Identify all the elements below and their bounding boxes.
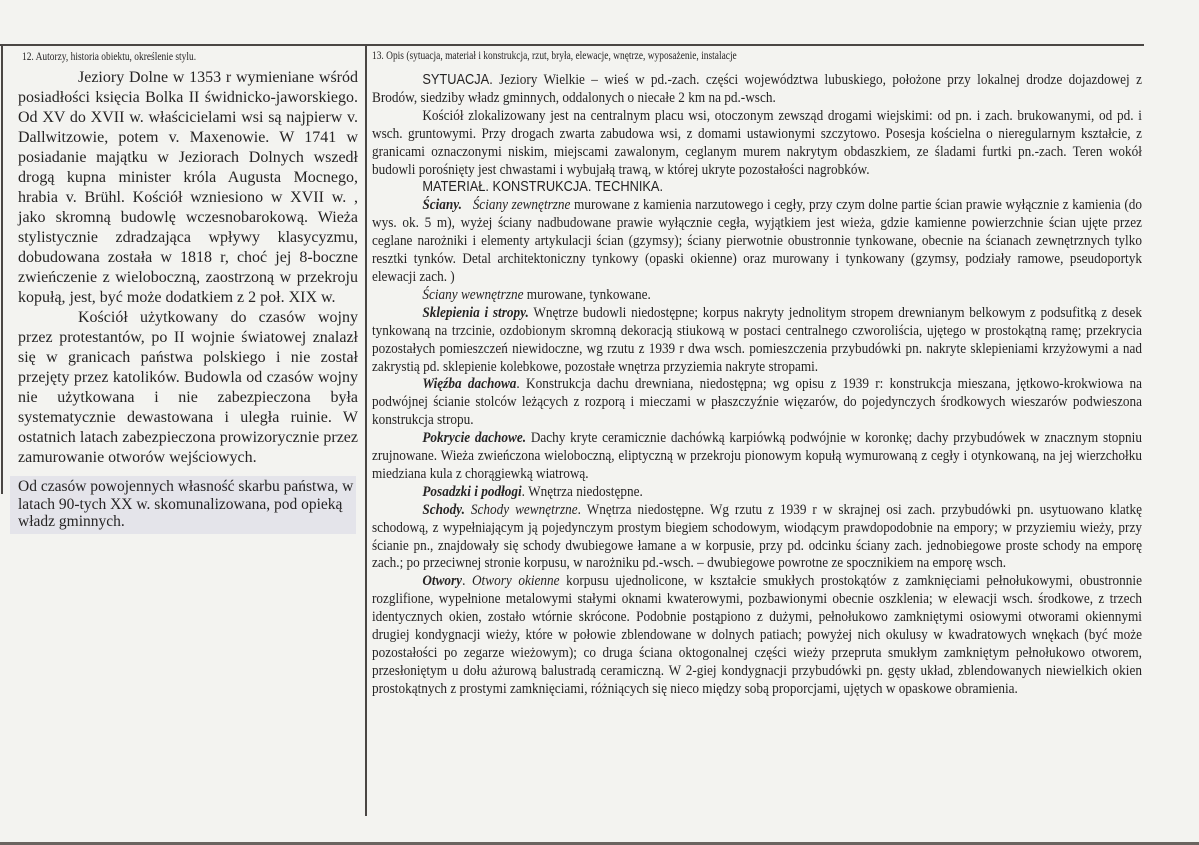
floors-text: . Wnętrza niedostępne.	[521, 483, 643, 500]
section-13-header: 13. Opis (sytuacja, materiał i konstrukcja, rzut, bryła, elewacje, wnętrze, wyposażenie, instalacje	[372, 50, 737, 62]
ownership-note: Od czasów powojennych własność skarbu państwa, w latach 90-tych XX w. skomunalizowana, pod opieką władz gminnych.	[10, 476, 356, 534]
roof-truss-lead: Więźba dachowa	[422, 376, 517, 393]
situation-paragraph	[372, 72, 1142, 108]
description-section	[372, 72, 1142, 699]
roof-truss-text: . Konstrukcja dachu drewniana, niedostępna; wg opisu z 1939 r: konstrukcja mieszana, jętkowo-krokwiowa na podwójnej ścianie stolców leżących z rozporą i mieczami w płaszczyźnie więzarów, do pojedynczych środkowych wieszarów podwieszona konstrukcja stropu.	[372, 376, 1142, 429]
top-divider	[0, 44, 1144, 46]
openings-italic: Otwory okienne	[471, 573, 560, 590]
column-divider	[365, 44, 367, 816]
history-section	[18, 68, 358, 534]
openings-sep: .	[462, 573, 472, 590]
situation-text: Jeziory Wielkie – wieś w pd.-zach. części województwa lubuskiego, położone przy lokalnej drodze dojazdowej z Brodów, siedziby władz gminnych, oddalonych o niecałe 2 km na pd.-wsch.	[372, 72, 1142, 106]
openings-paragraph	[372, 573, 1142, 698]
material-heading: MATERIAŁ. KONSTRUKCJA. TECHNIKA.	[422, 179, 664, 196]
walls-text: murowane z kamienia narzutowego i cegły, przy czym dolne partie ścian prawie wyłącznie z kamienia (do wys. ok. 5 m), wyżej ściany nadbudowane prawie wyłącznie cegła, wyjątkiem jest wieża, gdzie kamienne powierzchnie ścian ujęte przez ceglane narożniki i elementy artykulacji ścian (gzymsy); ściany pierwotnie obustronnie tynkowane, obecnie na ścianach zewnętrznych tylko resztki tynków. Detal architektoniczny tynkowy (opaski okienne) oraz murowany i tynkowany (gzymsy, podziały ramowe, pseudoportyk elewacji zach. )	[372, 197, 1142, 285]
section-12-header: 12. Autorzy, historia obiektu, określenie stylu.	[22, 51, 197, 63]
stairs-text: . Wnętrza niedostępne. Wg rzutu z 1939 r w skrajnej osi zach. przybudówki pn. usytuowano klatkę schodową, z wypełniającym ją pojedynczym prostym biegiem schodowym, wiodącym prawdopodobnie na empory; w przyziemiu wieży, przy ścianie pn., znajdowały się schody dwubiegowe łamane a w korpusie, przy pd. odcinku ściany zach. jednobiegowe proste schody na emporę zach.; po przeciwnej stronie korpusu, w narożniku pd.-wsch. – dwubiegowe powrotne ze spocznikiem na emporę wsch.	[372, 501, 1142, 572]
history-paragraph: Jeziory Dolne w 1353 r wymieniane wśród posiadłości księcia Bolka II świdnicko-jaworskiego. Od XV do XVII w. właścicielami wsi są najpierw v. Dallwitzowie, potem v. Maxenowie. W 1741 w posiadanie majątku w Jeziorach Dolnych wszedł drogą kupna minister króla Augusta Mocnego, hrabia v. Brühl. Kościół wzniesiono w XVII w. , jako skromną budowlę wczesnobarokową. Wieża stylistycznie zdradzająca wpływy klasycyzmu, dobudowana została w 1818 r, choć jej 8-boczne zwieńczenie z wieloboczną, zaostrzoną w przekroju kopułą, jest, być może dodatkiem z 2 poł. XIX w.	[18, 69, 358, 306]
history-paragraph: Kościół użytkowany do czasów wojny przez protestantów, po II wojnie światowej znalazł się w granicach państwa polskiego i nie został przejęty przez katolików. Budowla od czasów wojny nie użytkowana i nie zabezpieczona była systematycznie dewastowana i uległa ruinie. W ostatnich latach zabezpieczona prowizorycznie przez zamurowanie otworów wejściowych.	[18, 309, 358, 466]
left-border	[1, 44, 3, 494]
vaults-text: Wnętrze budowli niedostępne; korpus nakryty jednolitym stropem drewnianym belkowym z podsufitką z desek tynkowaną na trzcinie, ozdobionym skromną dekoracją stiukową w postaci centralnego czworoliścia, ujętego w prostokątną ramę; przekrycia pozostałych pomieszczeń niewidoczne, wg rzutu z 1939 r dwa wsch. pomieszczenia przybudówki pn. nakryte sklepieniami krzyżowymi a nad zakrystią pd. sklepienie kolebkowe, pozostałe wnętrza przyziemia nakryte stropami.	[372, 304, 1142, 375]
roofing-lead: Pokrycie dachowe.	[422, 430, 527, 447]
walls-lead: Ściany.	[422, 197, 462, 214]
roofing-paragraph	[372, 430, 1142, 484]
inner-walls-italic: Ściany wewnętrzne	[422, 286, 524, 303]
stairs-paragraph	[372, 502, 1142, 574]
walls-paragraph	[372, 197, 1142, 287]
floors-paragraph	[372, 484, 1142, 502]
situation-heading: SYTUACJA.	[422, 72, 493, 88]
stairs-italic: Schody wewnętrzne	[464, 501, 578, 518]
vaults-paragraph	[372, 305, 1142, 377]
floors-lead: Posadzki i podłogi	[422, 483, 522, 500]
openings-text: korpusu ujednolicone, w kształcie smukłych prostokątów z zamknięciami pełnołukowymi, obustronnie rozglifione, wypełnione metalowymi stałymi oknami kwaterowymi, pozbawionymi obecnie oszklenia; w elewacji wsch. środkowe, z trzech identycznych okien, zostało wtórnie skrócone. Podobnie postąpiono z dużymi, pełnołukowo zamkniętymi osiowymi otworami okiennymi drugiej kondygnacji wieży, które w połowie zblendowane w dolnych patiach; powyżej nich okulusy w kwadratowych wnękach (być może pozostałości po zegarze wieżowym); co druga ściana oktogonalnej części wieży przepruta smukłym zamkniętym pełnołukowo otworem, przesłoniętym u dołu ażurową balustradą ceramiczną. W 2-giej kondygnacji przybudówki pn. gęsty układ, zblendowanych niewielkich okien prostokątnych z prostymi zamknięciami, różniących się nieco między sobą proporcjami, ujętych w opaskowe obramienia.	[372, 573, 1142, 697]
vaults-lead: Sklepienia i stropy.	[422, 304, 529, 321]
roof-truss-paragraph	[372, 376, 1142, 430]
inner-walls-paragraph	[372, 287, 1142, 305]
stairs-lead: Schody.	[422, 501, 465, 518]
openings-lead: Otwory	[422, 573, 463, 590]
walls-italic: Ściany zewnętrzne	[472, 197, 571, 214]
inner-walls-text: murowane, tynkowane.	[523, 286, 651, 303]
roofing-text: Dachy kryte ceramicznie dachówką karpiówką podwójnie w koronkę; dachy przybudówek w znacznym stopniu zrujnowane. Wieża zwieńczona wieloboczną, eliptyczną w przekroju pionowym kopułą wymurowaną z cegły i otynkowaną, na jej wierzchołku miedziana kula z chorągiewką wiatrową.	[372, 430, 1142, 482]
location-paragraph: Kościół zlokalizowany jest na centralnym placu wsi, otoczonym zewsząd drogami wiejskimi: od pn. i zach. brukowanymi, od pd. i wsch. gruntowymi. Przy drogach zwarta zabudowa wsi, z domami ustawionymi szczytowo. Posesja kościelna o nieregularnym kształcie, z granicami oznaczonymi niskim, miejscami zawalonym, ceglanym murem nakrytym obdaszkiem, ze śladami furtki pn.-zach. Teren wokół budowli porośnięty jest chwastami i wybujałą trawą, w której ukryte pozostałości nagrobków.	[372, 107, 1142, 178]
